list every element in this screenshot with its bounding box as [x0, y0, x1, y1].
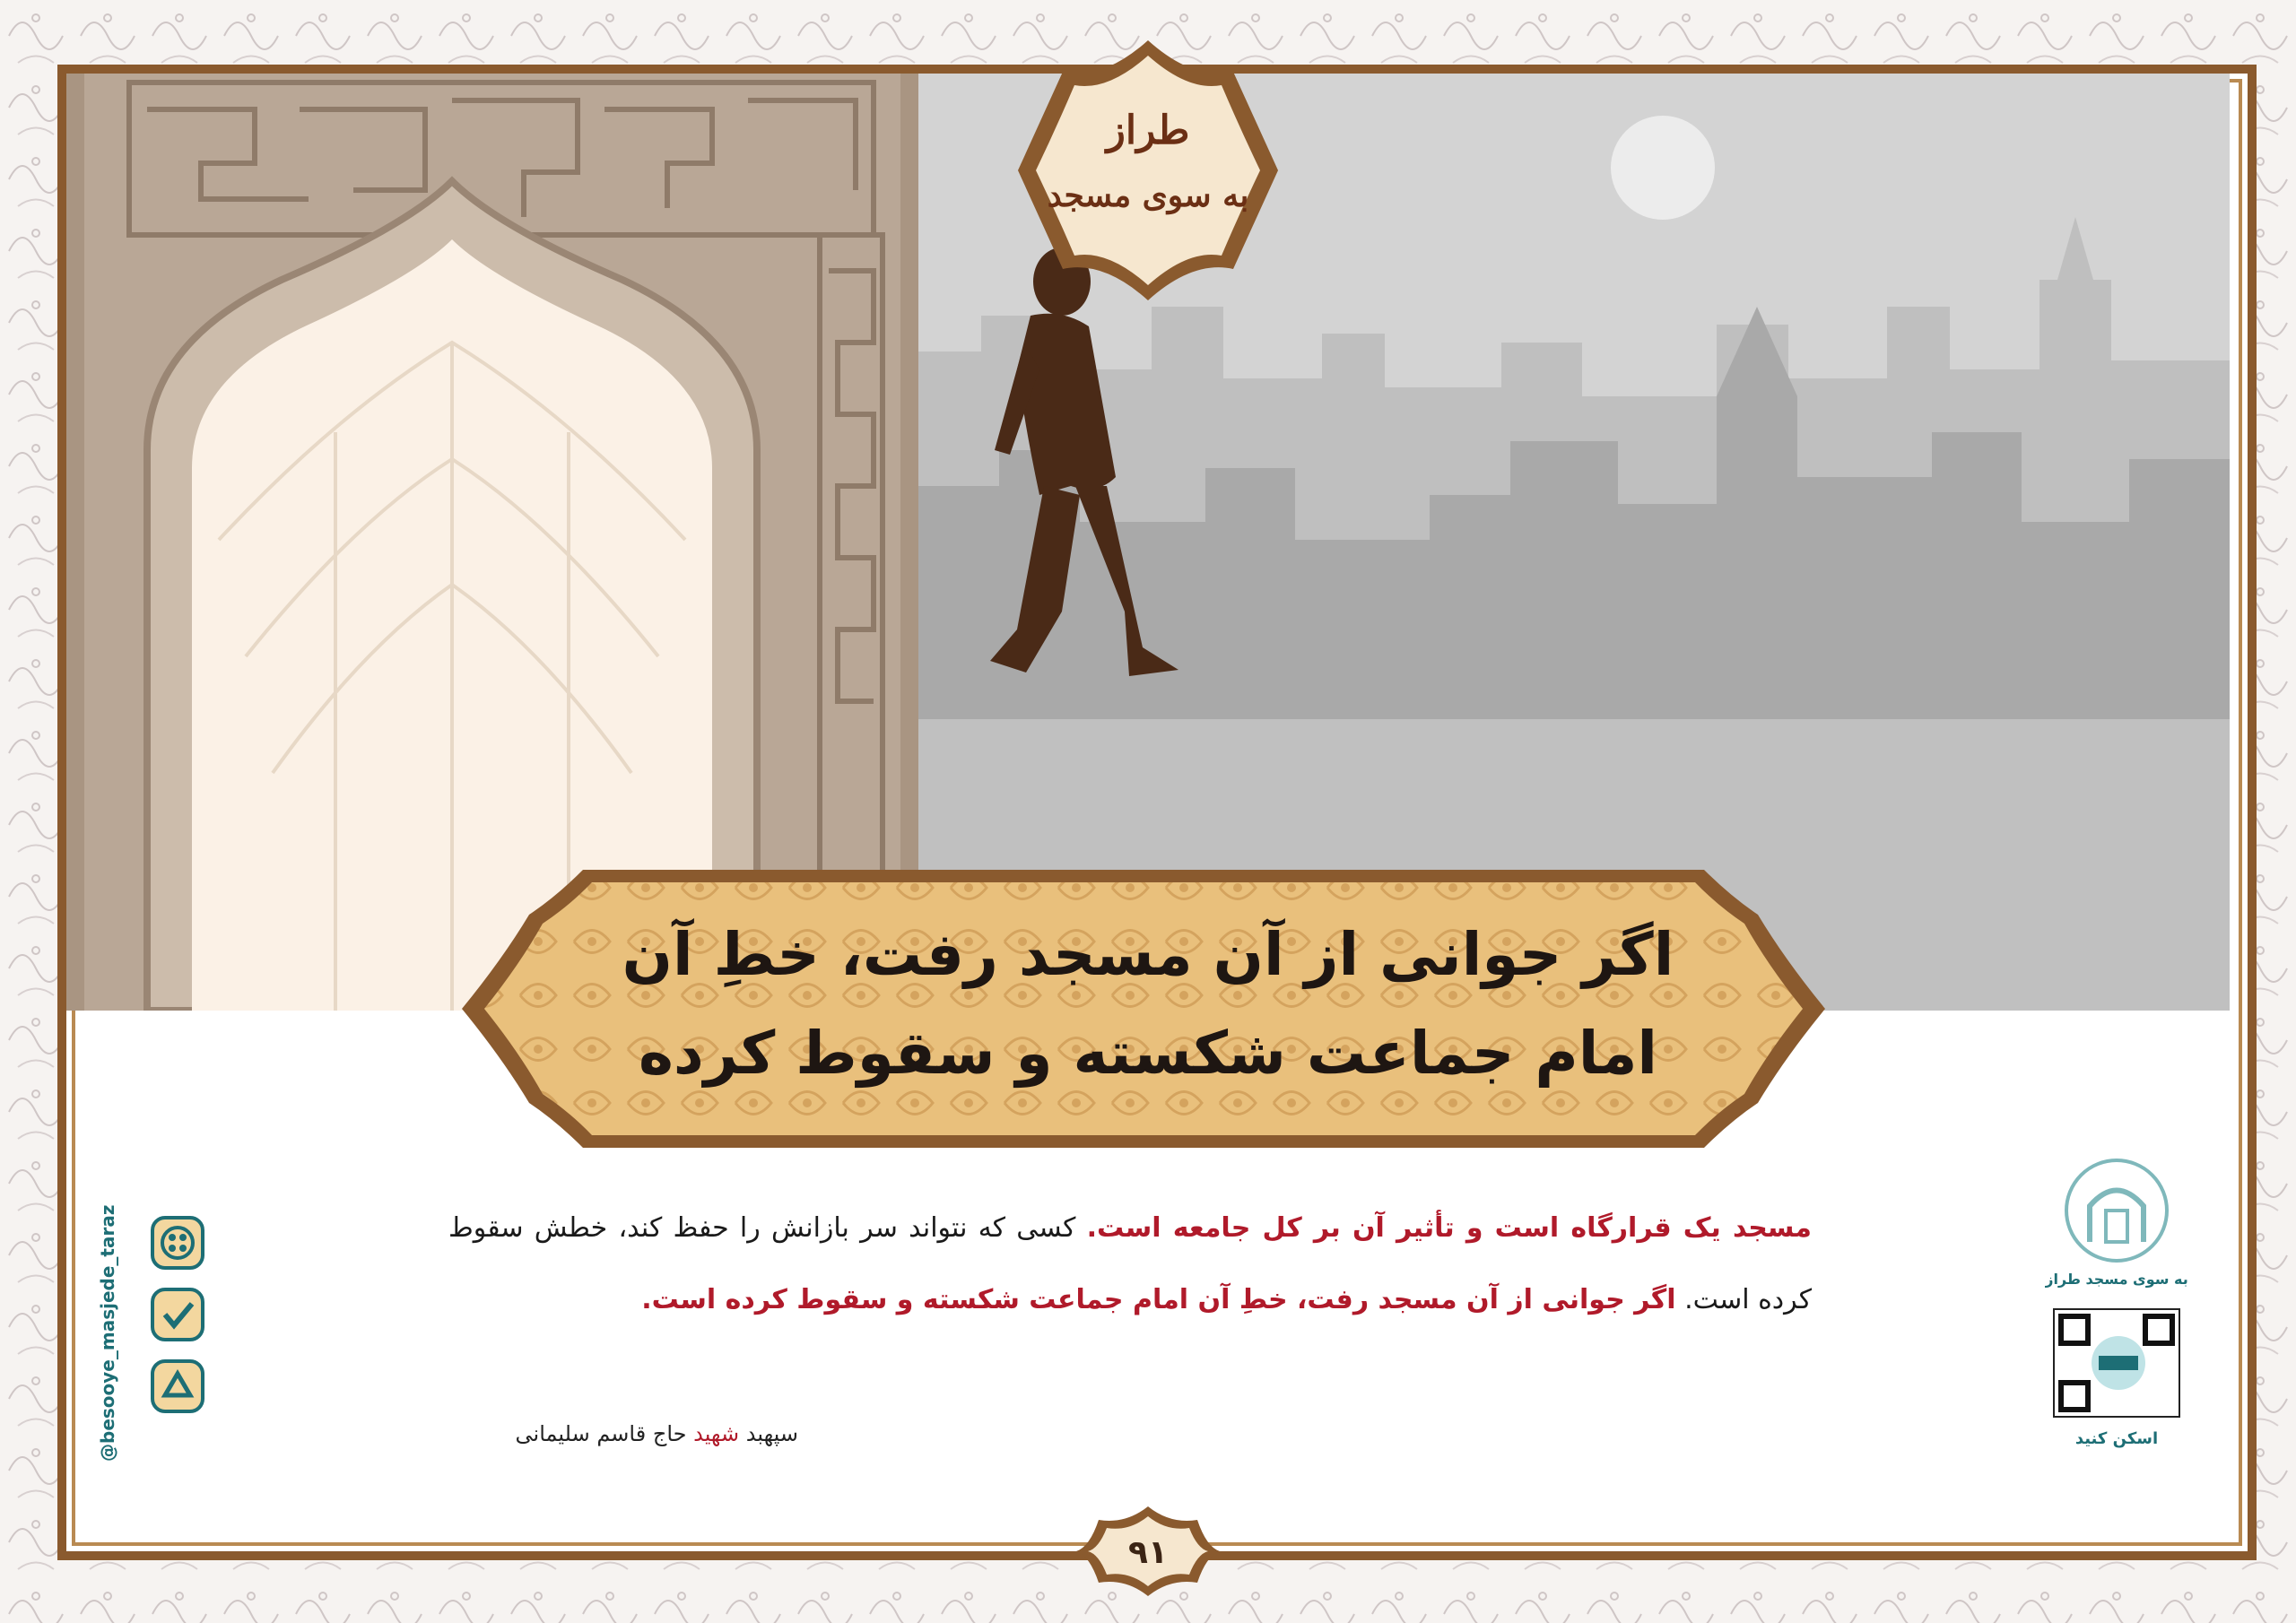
checkmark-icon[interactable] — [152, 1289, 203, 1340]
quote-segment-1: مسجد یک قرارگاه است و تأثیر آن بر کل جامعه است. — [1086, 1212, 1813, 1244]
social-handle[interactable]: @besooye_masjede_taraz — [97, 1204, 118, 1462]
headline-line2: امام جماعت شکسته و سقوط کرده — [638, 1019, 1658, 1088]
quote-body — [448, 1193, 1812, 1336]
headline-line1: اگر جوانی از آن مسجد رفت، خطِ آن — [622, 920, 1674, 989]
title-cartouche — [1013, 36, 1283, 305]
rubika-icon[interactable] — [152, 1361, 203, 1411]
page-number: ۹۱ — [1128, 1534, 1168, 1571]
mosque-logo-icon — [2045, 1157, 2188, 1426]
moon — [1611, 116, 1715, 220]
film-reel-icon[interactable] — [152, 1218, 203, 1268]
qr-code-icon[interactable] — [2054, 1309, 2179, 1417]
author-prefix: سپهبد — [739, 1421, 798, 1446]
logo-qr-block — [2045, 1157, 2188, 1515]
headline — [538, 906, 1758, 1103]
logo-text: به سوی مسجد طراز — [2045, 1271, 2188, 1288]
author-name: حاج قاسم سلیمانی — [515, 1421, 694, 1446]
author-title: شهید — [693, 1421, 740, 1446]
cartouche-line2: به سوی مسجد — [1047, 177, 1249, 214]
cartouche-line1: طراز — [1106, 108, 1190, 153]
quote-segment-3: اگر جوانی از آن مسجد رفت، خطِ آن امام جماعت شکسته و سقوط کرده است. — [641, 1284, 1676, 1315]
page-number-badge — [1072, 1502, 1224, 1601]
qr-caption: اسکن کنید — [2074, 1429, 2159, 1448]
quote-segment-2: کسی که نتواند سر بازانش را حفظ کند، خطش سقوط کرده است. — [448, 1212, 1812, 1315]
author-attribution — [422, 1421, 798, 1446]
